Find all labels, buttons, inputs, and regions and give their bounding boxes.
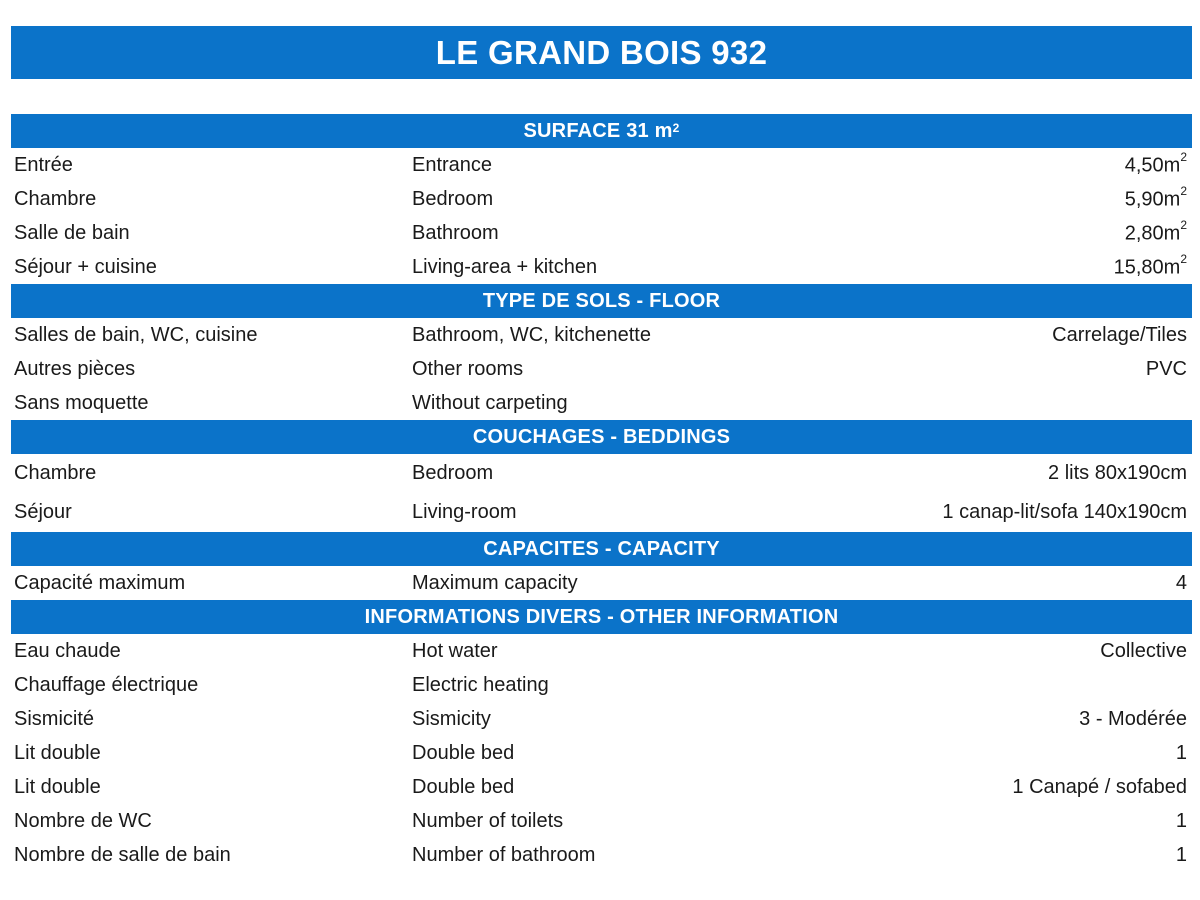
value bbox=[1113, 251, 1187, 280]
label-fr: Chambre bbox=[14, 187, 97, 210]
label-fr: Nombre de salle de bain bbox=[14, 843, 231, 866]
table-row bbox=[11, 702, 1192, 736]
value: 3 - Modérée bbox=[1079, 707, 1187, 730]
table-row bbox=[11, 386, 1192, 420]
label-fr: Capacité maximum bbox=[14, 571, 186, 594]
section-title: INFORMATIONS DIVERS - OTHER INFORMATION bbox=[364, 605, 839, 628]
label-en: Maximum capacity bbox=[412, 571, 578, 594]
value: 1 Canapé / sofabed bbox=[1012, 775, 1187, 798]
table-row bbox=[11, 454, 1192, 493]
label-fr: Chambre bbox=[14, 462, 97, 484]
value: PVC bbox=[1145, 357, 1187, 380]
label-en: Living-area + kitchen bbox=[412, 255, 598, 278]
label-en: Entrance bbox=[412, 153, 493, 176]
label-fr: Nombre de WC bbox=[14, 809, 152, 832]
value: Collective bbox=[1100, 639, 1187, 662]
value bbox=[1124, 217, 1187, 246]
section-header-capacity bbox=[11, 532, 1192, 566]
property-sheet bbox=[11, 114, 1192, 872]
label-fr: Salles de bain, WC, cuisine bbox=[14, 323, 258, 346]
value: 2 lits 80x190cm bbox=[1048, 462, 1187, 484]
table-row bbox=[11, 566, 1192, 600]
section-title: COUCHAGES - BEDDINGS bbox=[472, 425, 731, 448]
table-row bbox=[11, 216, 1192, 250]
superscript: 2 bbox=[1180, 251, 1187, 266]
section-title: TYPE DE SOLS - FLOOR bbox=[482, 289, 721, 312]
value: 1 bbox=[1175, 741, 1187, 764]
label-en: Electric heating bbox=[412, 673, 549, 696]
label-fr: Séjour + cuisine bbox=[14, 255, 157, 278]
value bbox=[1124, 183, 1187, 212]
label-en: Living-room bbox=[412, 501, 517, 523]
label-fr: Séjour bbox=[14, 501, 72, 523]
label-fr: Autres pièces bbox=[14, 357, 136, 380]
table-row bbox=[11, 804, 1192, 838]
section-header-other-information bbox=[11, 600, 1192, 634]
table-row bbox=[11, 838, 1192, 872]
value: 1 bbox=[1175, 809, 1187, 832]
page-title: LE GRAND BOIS 932 bbox=[11, 26, 1192, 79]
label-fr: Sismicité bbox=[14, 707, 95, 730]
label-fr: Lit double bbox=[14, 775, 101, 798]
section-title: SURFACE 31 m bbox=[523, 119, 673, 142]
section-title: CAPACITES - CAPACITY bbox=[483, 537, 720, 560]
label-en: Without carpeting bbox=[412, 391, 568, 414]
superscript: 2 bbox=[1180, 183, 1187, 198]
value-text: 2,80m bbox=[1124, 222, 1181, 245]
value-text: 4,50m bbox=[1124, 154, 1181, 177]
table-row bbox=[11, 736, 1192, 770]
value-text: 15,80m bbox=[1113, 256, 1181, 279]
section-header-floor bbox=[11, 284, 1192, 318]
label-en: Number of bathroom bbox=[412, 843, 596, 866]
table-row bbox=[11, 148, 1192, 182]
label-en: Number of toilets bbox=[412, 809, 564, 832]
label-en: Sismicity bbox=[412, 707, 491, 730]
section-header-beddings bbox=[11, 420, 1192, 454]
value: Carrelage/Tiles bbox=[1052, 323, 1187, 346]
value: 1 bbox=[1175, 843, 1187, 866]
table-row bbox=[11, 634, 1192, 668]
table-row bbox=[11, 668, 1192, 702]
table-row bbox=[11, 770, 1192, 804]
value bbox=[1124, 149, 1187, 178]
label-fr: Salle de bain bbox=[14, 221, 130, 244]
value-text: 5,90m bbox=[1124, 188, 1181, 211]
label-en: Double bed bbox=[412, 775, 515, 798]
section-header-surface bbox=[11, 114, 1192, 148]
table-row bbox=[11, 352, 1192, 386]
label-en: Bedroom bbox=[412, 187, 494, 210]
table-row bbox=[11, 182, 1192, 216]
table-row bbox=[11, 318, 1192, 352]
table-row bbox=[11, 250, 1192, 284]
label-fr: Chauffage électrique bbox=[14, 673, 199, 696]
label-fr: Sans moquette bbox=[14, 391, 149, 414]
label-en: Other rooms bbox=[412, 357, 524, 380]
superscript: 2 bbox=[1180, 149, 1187, 164]
label-fr: Lit double bbox=[14, 741, 101, 764]
label-en: Bedroom bbox=[412, 462, 494, 484]
superscript: 2 bbox=[1180, 217, 1187, 232]
label-fr: Eau chaude bbox=[14, 639, 121, 662]
label-en: Hot water bbox=[412, 639, 498, 662]
superscript: 2 bbox=[672, 121, 680, 135]
label-fr: Entrée bbox=[14, 153, 73, 176]
label-en: Bathroom bbox=[412, 221, 499, 244]
label-en: Bathroom, WC, kitchenette bbox=[412, 323, 651, 346]
table-row bbox=[11, 493, 1192, 532]
value: 1 canap-lit/sofa 140x190cm bbox=[942, 501, 1187, 523]
label-en: Double bed bbox=[412, 741, 515, 764]
value: 4 bbox=[1175, 571, 1187, 594]
